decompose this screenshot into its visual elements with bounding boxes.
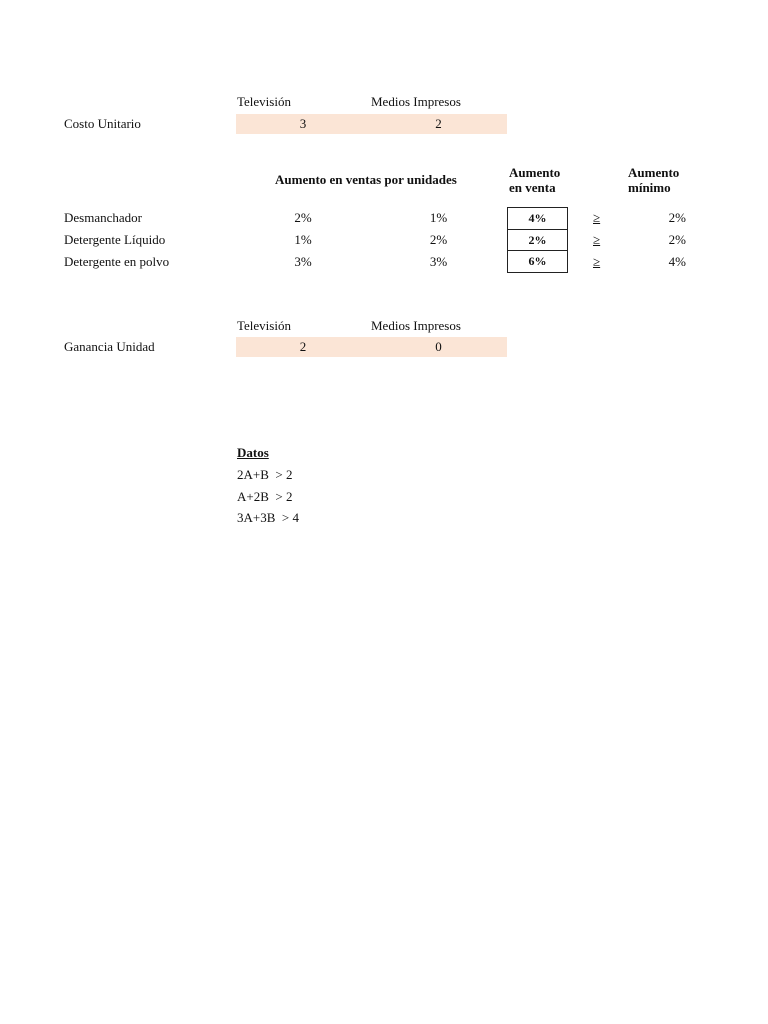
row-minimo-detergente-polvo[interactable]: 4% [668,254,686,269]
row-label-detergente-liquido: Detergente Líquido [64,232,166,247]
row-op-desmanchador: ≥ [593,210,601,225]
datos-line-2: A+2B > 2 [237,489,293,504]
aumento-venta-header-line2: en venta [509,180,556,195]
row-mi-detergente-liquido[interactable]: 2% [429,232,448,247]
aumento-ventas-header: Aumento en ventas por unidades [275,172,457,187]
costo-header-medios-impresos: Medios Impresos [371,94,461,109]
ganancia-unidad-label: Ganancia Unidad [64,339,155,354]
datos-line-1: 2A+B > 2 [237,467,293,482]
ganancia-value-television[interactable]: 2 [299,339,307,354]
costo-value-medios-impresos[interactable]: 2 [435,116,442,131]
row-venta-detergente-polvo[interactable]: 6% [507,250,568,273]
aumento-minimo-header-line1: Aumento [628,165,680,180]
datos-line-3: 3A+3B > 4 [237,510,299,525]
row-minimo-desmanchador[interactable]: 2% [668,210,686,225]
row-tv-detergente-polvo[interactable]: 3% [294,254,312,269]
ganancia-value-medios-impresos[interactable]: 0 [435,339,442,354]
row-tv-desmanchador[interactable]: 2% [294,210,312,225]
ganancia-header-television: Televisión [237,318,291,333]
row-mi-desmanchador[interactable]: 1% [429,210,448,225]
aumento-venta-header [509,165,560,195]
row-label-detergente-polvo: Detergente en polvo [64,254,170,269]
row-op-detergente-polvo: ≥ [593,254,601,269]
costo-unitario-label: Costo Unitario [64,116,141,131]
row-minimo-detergente-liquido[interactable]: 2% [668,232,686,247]
ganancia-header-medios-impresos: Medios Impresos [371,318,461,333]
row-mi-detergente-polvo[interactable]: 3% [429,254,448,269]
aumento-venta-header-line1: Aumento [509,165,561,180]
row-label-desmanchador: Desmanchador [64,210,142,225]
costo-value-television[interactable]: 3 [299,116,307,131]
aumento-minimo-header [628,165,679,195]
row-venta-detergente-liquido[interactable]: 2% [507,229,568,251]
datos-title: Datos [237,445,269,460]
costo-header-television: Televisión [237,94,291,109]
row-venta-desmanchador[interactable]: 4% [507,207,568,230]
row-op-detergente-liquido: ≥ [593,232,601,247]
aumento-minimo-header-line2: mínimo [628,180,671,195]
row-tv-detergente-liquido[interactable]: 1% [294,232,312,247]
